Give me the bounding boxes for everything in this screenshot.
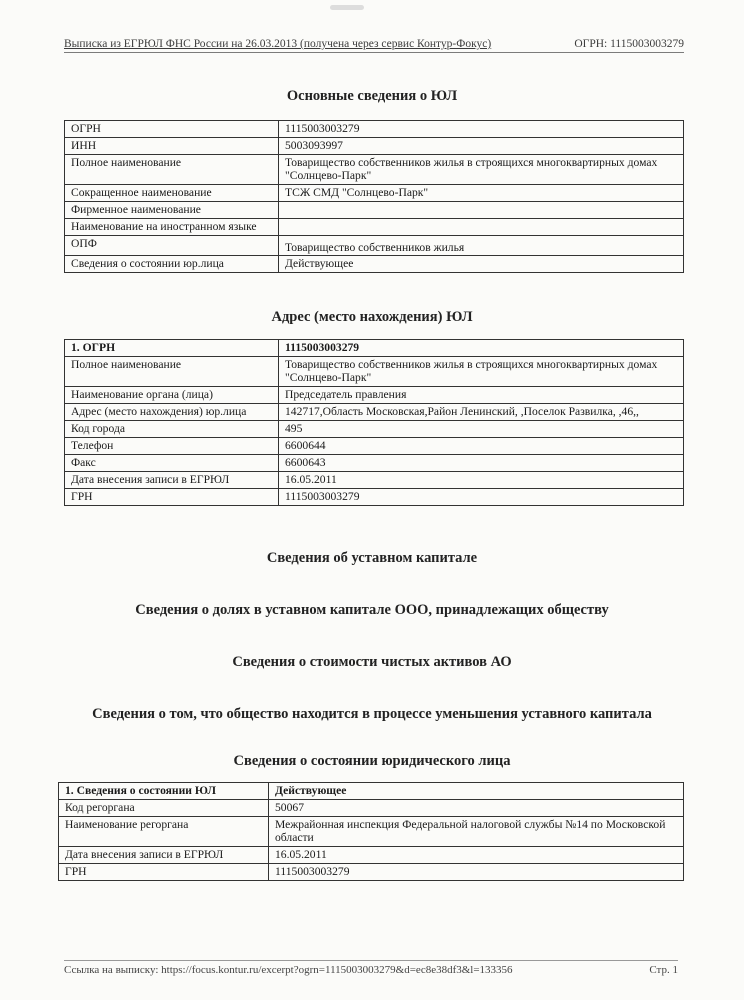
table-row	[65, 236, 684, 256]
row-key: 1. Сведения о состоянии ЮЛ	[59, 783, 269, 800]
row-value: 1115003003279	[279, 121, 684, 138]
row-key: Сведения о состоянии юр.лица	[65, 256, 279, 273]
page-footer	[64, 960, 678, 976]
status-title: Сведения о состоянии юридического лица	[233, 753, 511, 769]
table-row	[59, 847, 684, 864]
shares-title: Сведения о долях в уставном капитале ООО, принадлежащих обществу	[135, 602, 609, 618]
table-row	[65, 438, 684, 455]
row-value: 142717,Область Московская,Район Ленинский, ,Поселок Развилка, ,46,,	[279, 404, 684, 421]
row-key: Полное наименование	[65, 357, 279, 387]
row-value: 495	[279, 421, 684, 438]
table-row	[65, 219, 684, 236]
row-key: 1. ОГРН	[65, 340, 279, 357]
row-value: Товарищество собственников жилья в строящихся многоквартирных домах "Солнцево-Парк"	[279, 155, 684, 185]
row-value: Действующее	[269, 783, 684, 800]
table-row	[65, 387, 684, 404]
table-row	[65, 404, 684, 421]
table-row	[65, 138, 684, 155]
table-row	[65, 421, 684, 438]
table-row	[65, 155, 684, 185]
row-key: Наименование на иностранном языке	[65, 219, 279, 236]
row-key: Дата внесения записи в ЕГРЮЛ	[59, 847, 269, 864]
address-title: Адрес (место нахождения) ЮЛ	[271, 309, 473, 325]
row-key: Наименование регоргана	[59, 817, 269, 847]
row-value: 16.05.2011	[279, 472, 684, 489]
row-key: Фирменное наименование	[65, 202, 279, 219]
header-source: Выписка из ЕГРЮЛ ФНС России на 26.03.2013 (получена через сервис Контур-Фокус)	[64, 38, 492, 50]
basic-info-title: Основные сведения о ЮЛ	[286, 88, 458, 104]
table-row	[65, 489, 684, 506]
table-row	[65, 340, 684, 357]
page-number: Стр. 1	[649, 964, 678, 976]
row-value	[279, 219, 684, 236]
net-assets-title: Сведения о стоимости чистых активов АО	[232, 654, 512, 670]
basic-info-table	[64, 120, 684, 273]
row-key: Код регоргана	[59, 800, 269, 817]
row-key: ИНН	[65, 138, 279, 155]
row-value: Товарищество собственников жилья в строящихся многоквартирных домах "Солнцево-Парк"	[279, 357, 684, 387]
row-key: ОПФ	[65, 236, 279, 256]
row-value: Товарищество собственников жилья	[279, 236, 684, 256]
row-key: Код города	[65, 421, 279, 438]
address-table	[64, 339, 684, 506]
row-value: 5003093997	[279, 138, 684, 155]
row-key: Сокращенное наименование	[65, 185, 279, 202]
capital-reduction-title: Сведения о том, что общество находится в процессе уменьшения уставного капитала	[92, 706, 652, 722]
capital-title: Сведения об уставном капитале	[266, 550, 478, 566]
table-row	[59, 864, 684, 881]
row-key: ОГРН	[65, 121, 279, 138]
table-row	[59, 817, 684, 847]
row-value: 1115003003279	[269, 864, 684, 881]
excerpt-link[interactable]: Ссылка на выписку: https://focus.kontur.ru/excerpt?ogrn=1115003003279&d=ec8e38df3&l=133356	[64, 964, 513, 976]
row-value: 6600644	[279, 438, 684, 455]
row-key: ГРН	[65, 489, 279, 506]
table-row	[59, 783, 684, 800]
table-row	[65, 185, 684, 202]
table-row	[65, 357, 684, 387]
row-value	[279, 202, 684, 219]
row-value: ТСЖ СМД "Солнцево-Парк"	[279, 185, 684, 202]
table-row	[59, 800, 684, 817]
table-row	[65, 455, 684, 472]
table-row	[65, 121, 684, 138]
table-row	[65, 202, 684, 219]
row-value: Межрайонная инспекция Федеральной налоговой службы №14 по Московской области	[269, 817, 684, 847]
row-value: 1115003003279	[279, 340, 684, 357]
row-key: ГРН	[59, 864, 269, 881]
row-key: Наименование органа (лица)	[65, 387, 279, 404]
row-value: 50067	[269, 800, 684, 817]
table-row	[65, 472, 684, 489]
row-key: Дата внесения записи в ЕГРЮЛ	[65, 472, 279, 489]
row-key: Полное наименование	[65, 155, 279, 185]
table-row	[65, 256, 684, 273]
header-ogrn: ОГРН: 1115003003279	[574, 38, 684, 50]
row-value: 1115003003279	[279, 489, 684, 506]
row-value: Председатель правления	[279, 387, 684, 404]
row-value: 6600643	[279, 455, 684, 472]
row-value: 16.05.2011	[269, 847, 684, 864]
row-value: Действующее	[279, 256, 684, 273]
scan-smudge	[330, 5, 364, 10]
row-key: Факс	[65, 455, 279, 472]
row-key: Адрес (место нахождения) юр.лица	[65, 404, 279, 421]
row-key: Телефон	[65, 438, 279, 455]
status-table	[58, 782, 684, 881]
page-header	[64, 38, 684, 53]
